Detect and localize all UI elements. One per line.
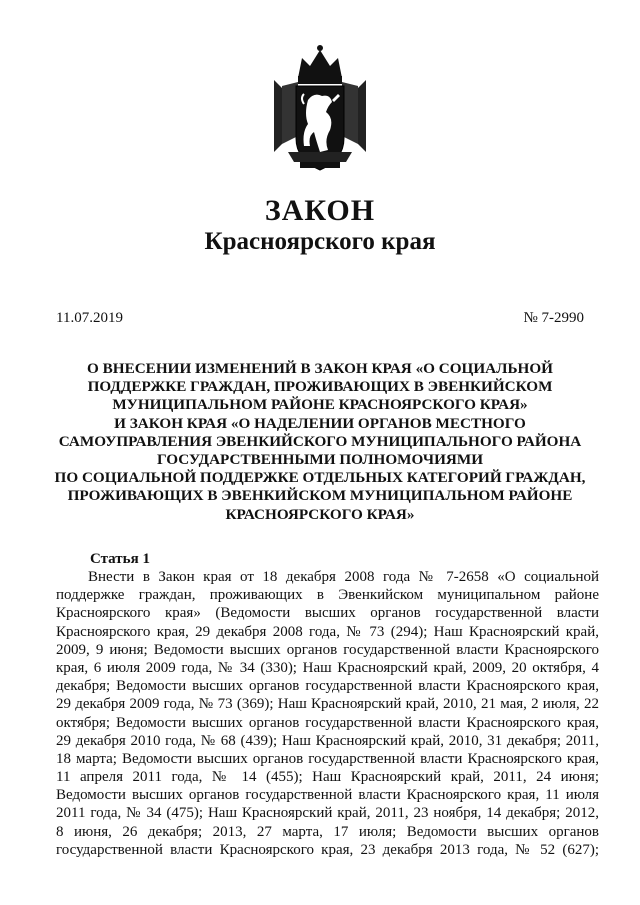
body-line: Красноярского края» (Ведомости высших органов государственной власти xyxy=(56,605,599,622)
body-line: октября; Ведомости высших органов государственной власти Красноярского края, xyxy=(56,714,599,731)
body-line: 29 декабря 2010 года, № 68 (439); Наш Красноярский край, 2010, 31 декабря; 2011, xyxy=(56,732,599,749)
body-line: декабря; Ведомости высших органов государственной власти Красноярского края, xyxy=(56,678,599,695)
body-line: 8 июня, 26 декабря; 2013, 27 марта, 17 июля; Ведомости высших органов xyxy=(56,823,599,840)
body-line: 11 апреля 2011 года, № 14 (455); Наш Красноярский край, 2011, 24 июня; xyxy=(56,769,599,786)
body-line: поддержке граждан, проживающих в Эвенкийском муниципальном районе xyxy=(56,587,599,604)
body-line: Внести в Закон края от 18 декабря 2008 года № 7-2658 «О социальной xyxy=(88,569,599,585)
body-line: 29 декабря 2009 года, № 73 (369); Наш Красноярский край, 2010, 21 мая, 2 июля, 22 xyxy=(56,696,599,713)
document-date: 11.07.2019 xyxy=(56,310,123,326)
document-number: № 7-2990 xyxy=(523,310,584,326)
body-line: 2009, 9 июня; Ведомости высших органов государственной власти Красноярского xyxy=(56,641,599,658)
law-subtitle: Красноярского края xyxy=(204,228,436,255)
article-body xyxy=(56,568,599,859)
heading-line: ПО СОЦИАЛЬНОЙ ПОДДЕРЖКЕ ОТДЕЛЬНЫХ КАТЕГОРИЙ ГРАЖДАН, xyxy=(54,469,586,487)
body-line: 2011 года, № 34 (475); Наш Красноярский край, 2011, 23 ноября, 14 декабря; 2012, xyxy=(56,805,599,822)
law-title: ЗАКОН xyxy=(264,194,376,227)
heading-line: КРАСНОЯРСКОГО КРАЯ» xyxy=(225,505,415,523)
body-line: края, 6 июля 2009 года, № 34 (330); Наш Красноярский край, 2009, 20 октября, 4 xyxy=(56,659,599,676)
heading-line: ПОДДЕРЖКЕ ГРАЖДАН, ПРОЖИВАЮЩИХ В ЭВЕНКИЙСКОМ xyxy=(87,378,553,396)
heading-line: И ЗАКОН КРАЯ «О НАДЕЛЕНИИ ОРГАНОВ МЕСТНОГО xyxy=(114,414,526,432)
heading-line: МУНИЦИПАЛЬНОМ РАЙОНЕ КРАСНОЯРСКОГО КРАЯ» xyxy=(112,396,528,414)
body-line: 18 марта; Ведомости высших органов государственной власти Красноярского края, xyxy=(56,750,599,767)
heading-line: САМОУПРАВЛЕНИЯ ЭВЕНКИЙСКОГО МУНИЦИПАЛЬНОГО РАЙОНА xyxy=(58,432,582,450)
coat-of-arms-icon xyxy=(268,40,372,180)
body-line: Красноярского края, 29 декабря 2008 года, № 73 (294); Наш Красноярский край, xyxy=(56,623,599,640)
heading-line: О ВНЕСЕНИИ ИЗМЕНЕНИЙ В ЗАКОН КРАЯ «О СОЦИАЛЬНОЙ xyxy=(87,360,553,377)
law-heading xyxy=(40,360,600,524)
body-line: государственной власти Красноярского края, 23 декабря 2013 года, № 52 (627); xyxy=(56,841,599,858)
heading-line: ГОСУДАРСТВЕННЫМИ ПОЛНОМОЧИЯМИ xyxy=(156,451,484,469)
body-line: Ведомости высших органов государственной власти Красноярского края, 11 июля xyxy=(56,787,599,804)
heading-line: ПРОЖИВАЮЩИХ В ЭВЕНКИЙСКОМ МУНИЦИПАЛЬНОМ РАЙОНЕ xyxy=(67,487,573,505)
article-label: Статья 1 xyxy=(90,551,150,567)
